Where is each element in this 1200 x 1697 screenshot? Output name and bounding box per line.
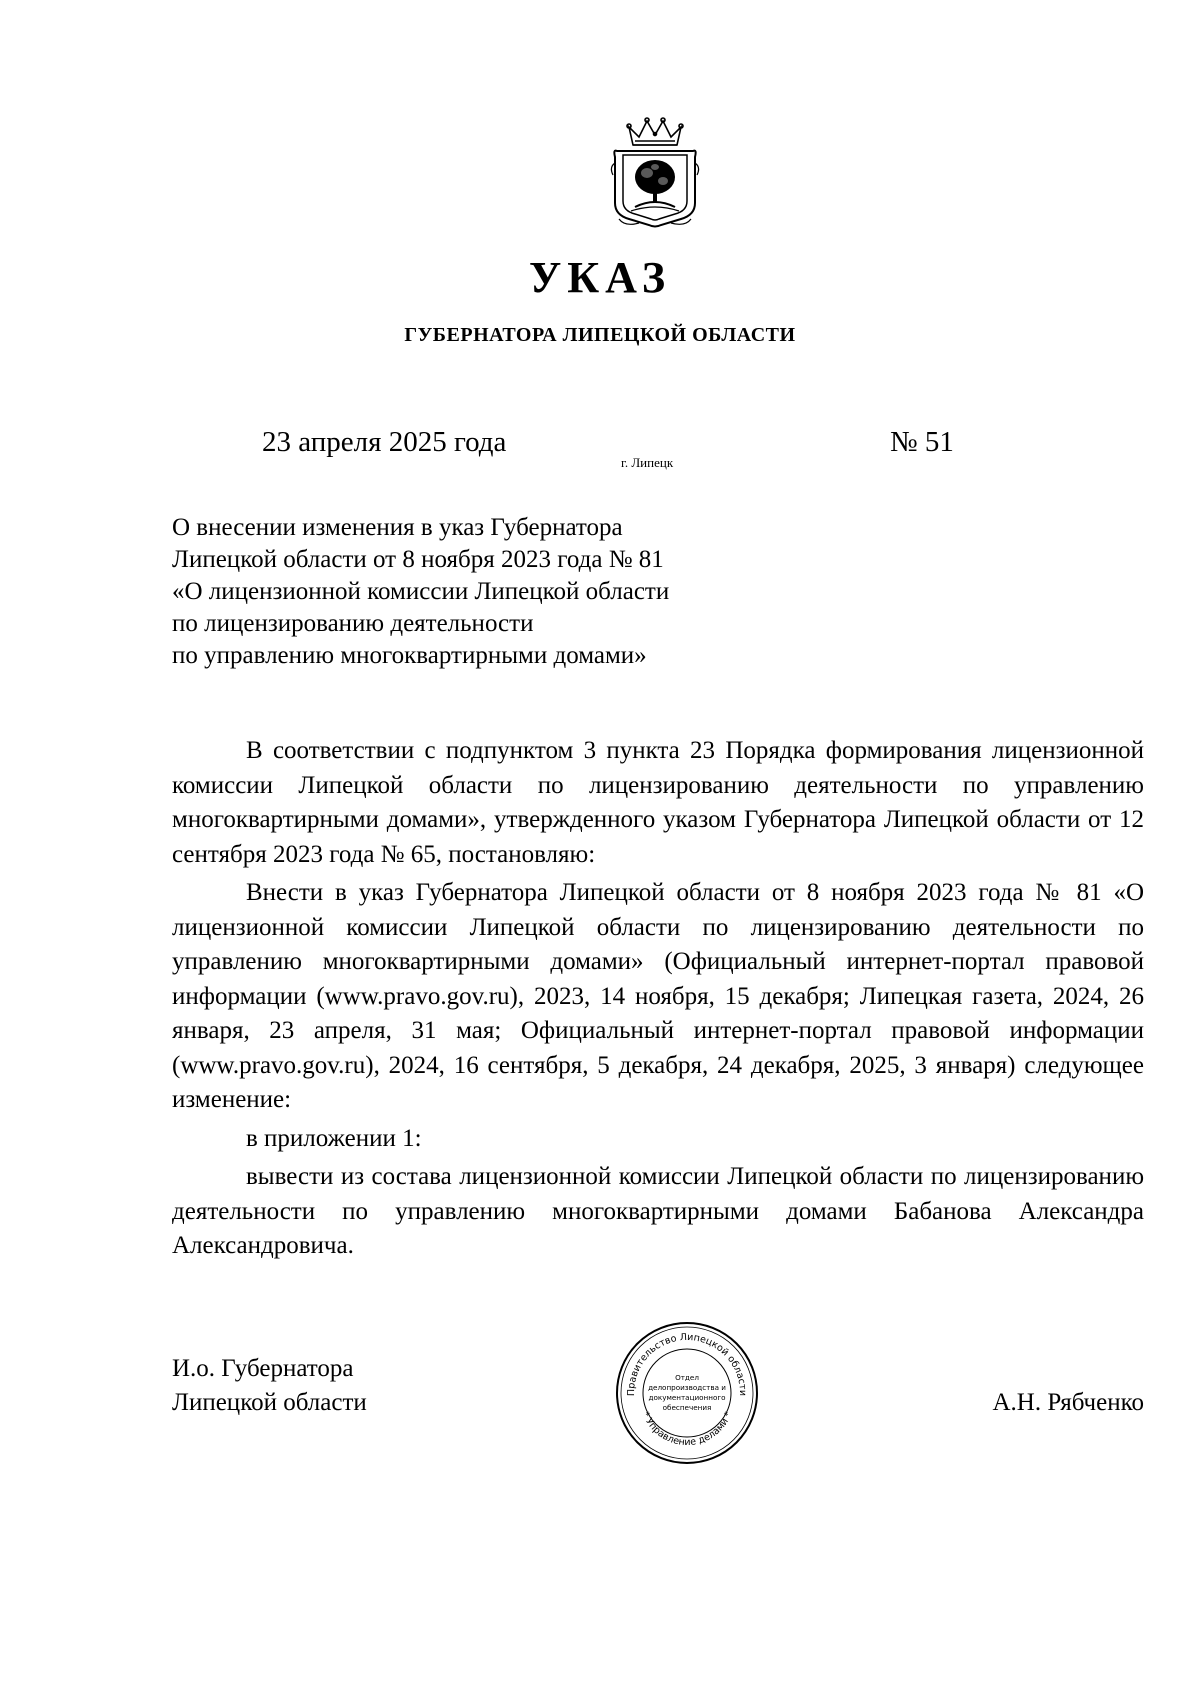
svg-text:делопроизводства и: делопроизводства и (648, 1383, 726, 1392)
heading-line: «О лицензионной комиссии Липецкой области (172, 578, 670, 605)
svg-text:* Управление делами *: * Управление делами * (639, 1410, 735, 1449)
document-city: г. Липецк (621, 455, 674, 470)
signatory-position-line: И.о. Губернатора (172, 1355, 354, 1382)
signatory-name: А.Н. Рябченко (992, 1389, 1144, 1416)
coat-of-arms-icon (609, 115, 701, 231)
svg-text:Правительство Липецкой области: Правительство Липецкой области (625, 1331, 749, 1397)
body-paragraph: Внести в указ Губернатора Липецкой области от 8 ноября 2023 года № 81 «О лицензионной комиссии Липецкой области по лицензированию деятельности по управлению многоквартирными домами» (Официальный интернет-портал правовой информации (www.pravo.gov.ru), 2023, 14 ноября, 15 декабря; Липецкая газета, 2024, 26 января, 23 апреля, 31 мая; Официальный интернет-портал правовой информации (www.pravo.gov.ru), 2024, 16 сентября, 5 декабря, 24 декабря, 2025, 3 января) следующее изменение: (172, 879, 1144, 1113)
document-number: № 51 (890, 426, 954, 458)
body-paragraph: вывести из состава лицензионной комиссии Липецкой области по лицензированию деятельности по управлению многоквартирными домами Бабанова Александра Александровича. (172, 1163, 1144, 1259)
document-title: УКАЗ (528, 253, 672, 302)
signatory-position-line: Липецкой области (172, 1389, 367, 1416)
document-issuer: ГУБЕРНАТОРА ЛИПЕЦКОЙ ОБЛАСТИ (404, 324, 796, 346)
document-date: 23 апреля 2025 года (262, 426, 507, 458)
heading-line: по управлению многоквартирными домами» (172, 642, 647, 669)
heading-line: О внесении изменения в указ Губернатора (172, 514, 623, 541)
svg-text:обеспечения: обеспечения (662, 1403, 712, 1412)
document-heading (172, 512, 792, 672)
svg-text:Отдел: Отдел (675, 1373, 699, 1382)
svg-text:документационного: документационного (648, 1393, 726, 1402)
heading-line: по лицензированию деятельности (172, 610, 534, 637)
body-paragraph: в приложении 1: (246, 1124, 422, 1152)
heading-line: Липецкой области от 8 ноября 2023 года № 81 (172, 546, 664, 573)
body-paragraph: В соответствии с подпунктом 3 пункта 23 Порядка формирования лицензионной комиссии Липецкой области по лицензированию деятельности по управлению многоквартирными домами», утвержденного указом Губернатора Липецкой области от 12 сентября 2023 года № 65, постановляю: (172, 737, 1144, 868)
document-body (172, 734, 1144, 1268)
